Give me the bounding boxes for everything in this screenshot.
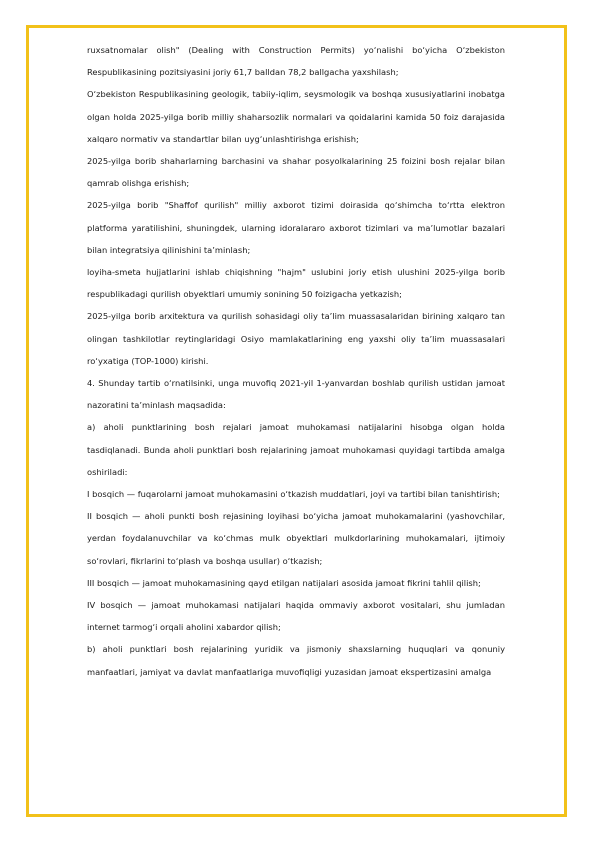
paragraph: O‘zbekiston Respublikasining geologik, tabiiy-iqlim, seysmologik va boshqa xususiyatlarini inobatga olgan holda 2025-yilga borib milliy shaharsozlik normalari va qoidalarini kamida 50 foiz darajasida xalqaro normativ va standartlar bilan uyg‘unlashtirishga erishish; <box>87 89 505 144</box>
paragraph: IV bosqich — jamoat muhokamasi natijalari haqida ommaviy axborot vositalari, shu jumladan internet tarmog‘i orqali aholini xabardor qilish; <box>87 600 505 633</box>
paragraph: III bosqich — jamoat muhokamasining qayd etilgan natijalari asosida jamoat fikrini tahlil qilish; <box>87 577 481 588</box>
paragraph: loyiha-smeta hujjatlarini ishlab chiqishning "hajm" uslubini joriy etish ulushini 2025-yilga borib respublikadagi qurilish obyektlari umumiy sonining 50 foizigacha yetkazish; <box>87 267 505 300</box>
paragraph: II bosqich — aholi punkti bosh rejasining loyihasi bo‘yicha jamoat muhokamalarini (yashovchilar, yerdan foydalanuvchilar va ko‘chmas mulk obyektlari mulkdorlarining muhokamalari, ijtimoiy so‘rovlari, fikrlarini to‘plash va boshqa usullar) o‘tkazish; <box>87 511 505 566</box>
paragraph: a) aholi punktlarining bosh rejalari jamoat muhokamasi natijalarini hisobga olgan holda tasdiqlanadi. Bunda aholi punktlari bosh rejalarining jamoat muhokamasi quyidagi tartibda amalga oshiriladi: <box>87 422 505 477</box>
paragraph: 2025-yilga borib shaharlarning barchasini va shahar posyolkalarining 25 foizini bosh rejalar bilan qamrab olishga erishish; <box>87 156 505 189</box>
paragraph: 2025-yilga borib arxitektura va qurilish sohasidagi oliy ta’lim muassasalaridan birining xalqaro tan olingan tashkilotlar reytinglaridagi Osiyo mamlakatlarining eng yaxshi oliy ta’lim muassasalari ro‘yxatiga (TOP-1000) kirishi. <box>87 311 505 366</box>
paragraph: b) aholi punktlari bosh rejalarining yuridik va jismoniy shaxslarning huquqlari va qonuniy manfaatlari, jamiyat va davlat manfaatlariga muvofiqligi yuzasidan jamoat ekspertizasini amalga <box>87 644 505 677</box>
document-body <box>87 39 505 683</box>
paragraph: 4. Shunday tartib o‘rnatilsinki, unga muvofiq 2021-yil 1-yanvardan boshlab qurilish ustidan jamoat nazoratini ta’minlash maqsadida: <box>87 378 505 411</box>
paragraph: I bosqich — fuqarolarni jamoat muhokamasini o‘tkazish muddatlari, joyi va tartibi bilan tanishtirish; <box>87 489 500 500</box>
paragraph: ruxsatnomalar olish" (Dealing with Construction Permits) yo‘nalishi bo‘yicha O‘zbekiston Respublikasining pozitsiyasini joriy 61,7 balldan 78,2 ballgacha yaxshilash; <box>87 45 505 78</box>
paragraph: 2025-yilga borib "Shaffof qurilish" milliy axborot tizimi doirasida qo‘shimcha to‘rtta elektron platforma yaratilishini, shuningdek, ularning idoralararo axborot tizimlari va ma’lumotlar bazalari bilan integratsiya qilinishini ta’minlash; <box>87 200 505 255</box>
